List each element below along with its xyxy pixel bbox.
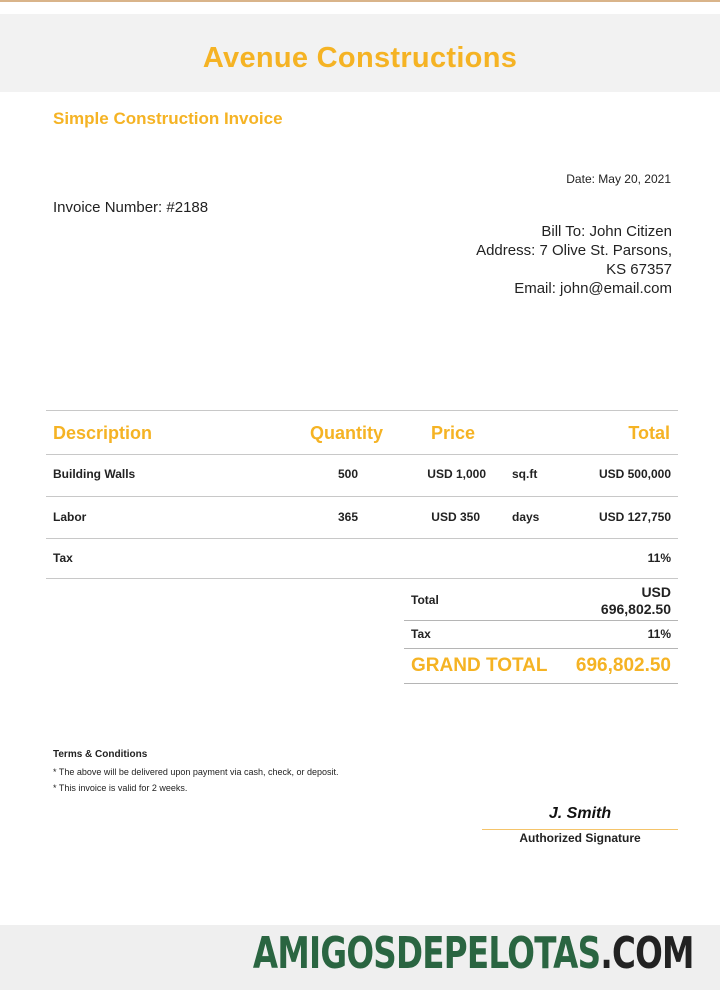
- invoice-date: Date: May 20, 2021: [566, 172, 671, 186]
- summary-total-currency: USD: [641, 584, 671, 600]
- summary-total-label: Total: [411, 593, 439, 607]
- col-header-total: Total: [628, 423, 670, 443]
- row-description: Building Walls: [53, 467, 136, 481]
- terms-line: * The above will be delivered upon payment via cash, check, or deposit.: [53, 767, 339, 777]
- summary-rule: [404, 620, 678, 621]
- company-name: Avenue Constructions: [202, 42, 518, 74]
- summary-total-amount: 696,802.50: [600, 601, 671, 617]
- col-header-description: Description: [53, 423, 153, 443]
- summary-tax-label: Tax: [411, 627, 431, 641]
- watermark-tld: .COM: [600, 928, 694, 979]
- document-title: Simple Construction Invoice: [53, 109, 283, 128]
- row-total: USD 500,000: [598, 467, 671, 481]
- summary-total-value: [601, 584, 671, 618]
- row-description: Labor: [53, 510, 87, 524]
- bill-to-block: [412, 222, 672, 298]
- row-unit: sq.ft: [512, 467, 538, 481]
- bill-to-email: Email: john@email.com: [514, 280, 672, 297]
- bill-to-name: Bill To: John Citizen: [541, 223, 672, 240]
- row-unit: days: [512, 510, 540, 524]
- table-top-rule: [46, 410, 678, 411]
- col-header-quantity: Quantity: [310, 423, 384, 443]
- top-border: [0, 0, 720, 2]
- bill-to-address-city: KS 67357: [606, 261, 672, 278]
- header-rule: [46, 454, 678, 455]
- col-header-price: Price: [431, 423, 476, 443]
- bill-to-address: Address: 7 Olive St. Parsons,: [476, 242, 672, 259]
- invoice-number: Invoice Number: #2188: [53, 199, 209, 216]
- watermark-logo: [253, 928, 694, 979]
- summary-bottom-rule: [404, 683, 678, 684]
- row-price: USD 350: [431, 510, 480, 524]
- signature-line: [482, 829, 678, 830]
- row-quantity: 365: [337, 510, 359, 524]
- table-bottom-rule: [46, 578, 678, 579]
- signature-name: J. Smith: [548, 805, 612, 822]
- row-price: USD 1,000: [427, 467, 486, 481]
- grand-total-value: 696,802.50: [575, 655, 671, 676]
- row-description: Tax: [53, 551, 73, 565]
- summary-rule: [404, 648, 678, 649]
- terms-title: Terms & Conditions: [53, 749, 148, 760]
- summary-tax-value: 11%: [647, 627, 671, 641]
- terms-line: * This invoice is valid for 2 weeks.: [53, 783, 188, 793]
- row-quantity: 500: [337, 467, 359, 481]
- watermark-text: AMIGOSDEPELOTAS: [253, 928, 601, 979]
- grand-total-label: GRAND TOTAL: [411, 655, 548, 676]
- row-rule: [46, 496, 678, 497]
- signature-label: Authorized Signature: [519, 831, 641, 845]
- row-rule: [46, 538, 678, 539]
- row-total: USD 127,750: [598, 510, 671, 524]
- row-total: 11%: [647, 551, 671, 565]
